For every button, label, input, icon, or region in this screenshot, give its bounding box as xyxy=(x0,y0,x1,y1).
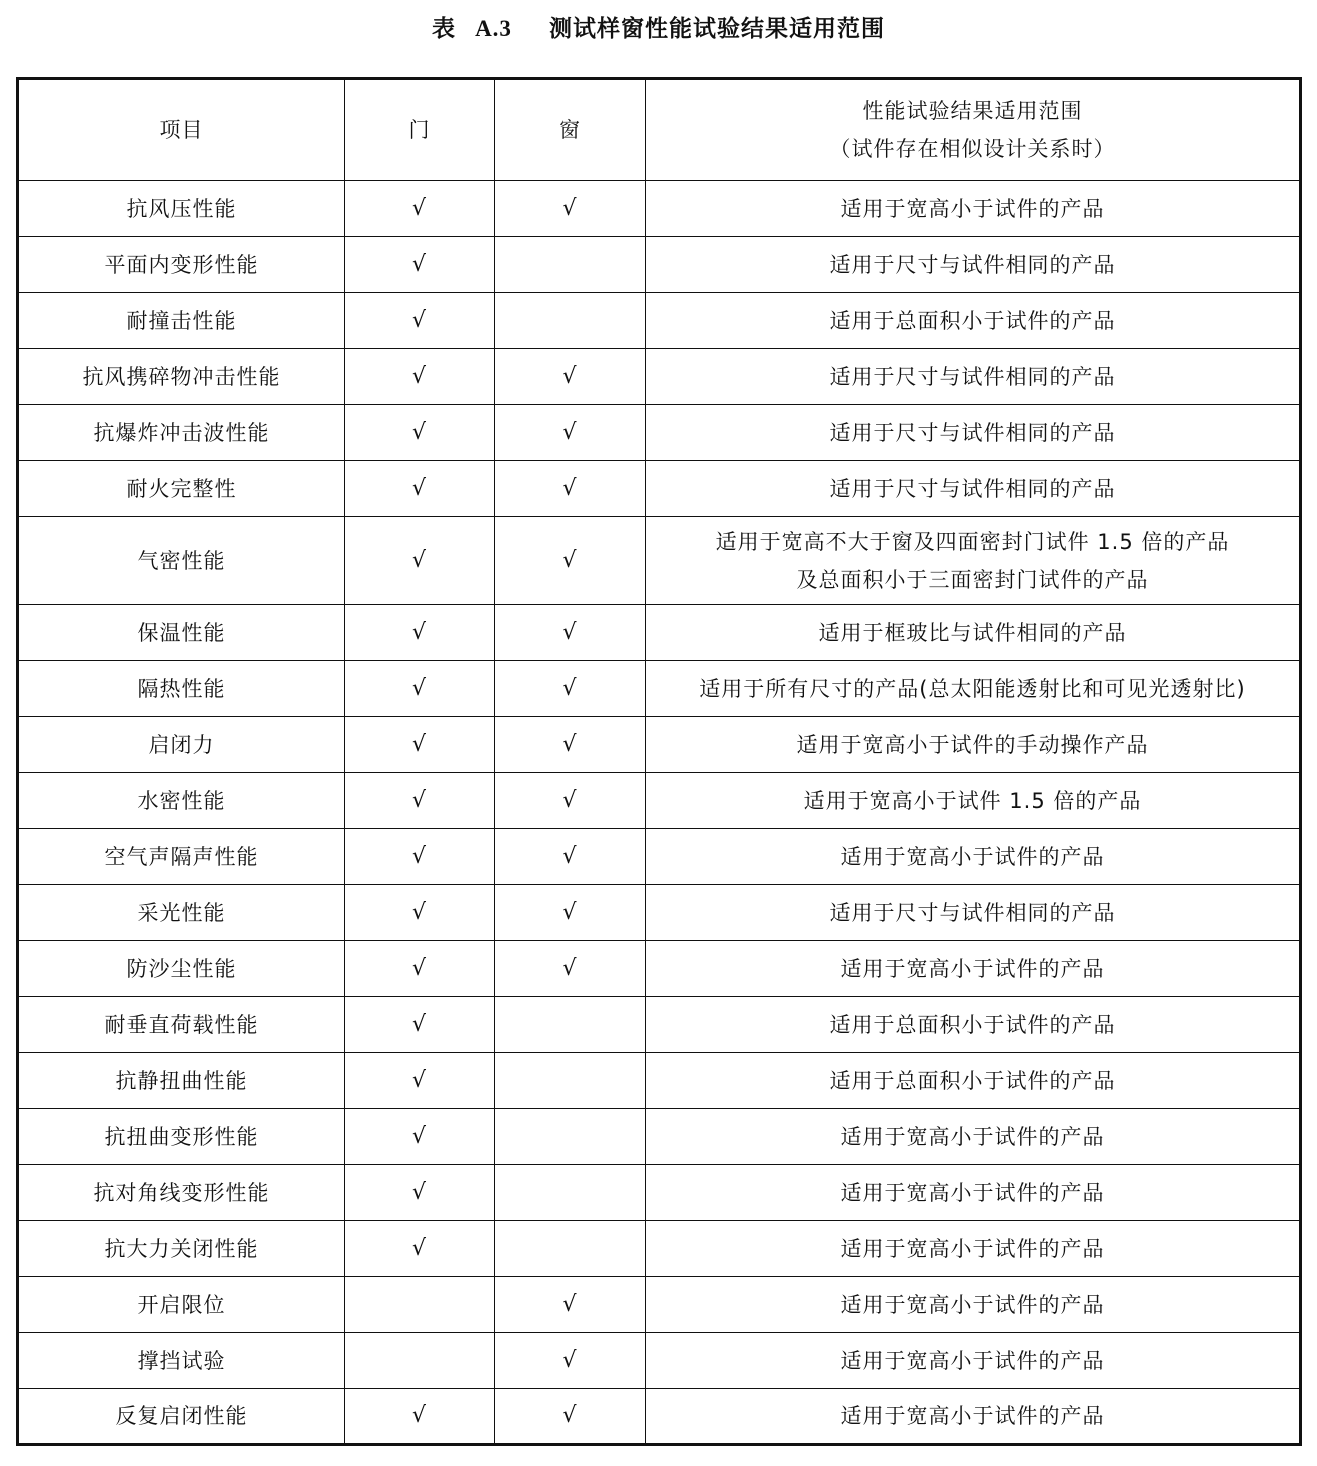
cell-item: 撑挡试验 xyxy=(18,1333,345,1389)
cell-door-check: √ xyxy=(345,773,495,829)
cell-item: 空气声隔声性能 xyxy=(18,829,345,885)
table-row xyxy=(18,885,1301,941)
cell-window-check: √ xyxy=(495,885,646,941)
cell-scope xyxy=(646,181,1301,237)
cell-door-check: √ xyxy=(345,405,495,461)
table-row xyxy=(18,181,1301,237)
scope-line: 适用于框玻比与试件相同的产品 xyxy=(818,620,1127,645)
cell-door-check: √ xyxy=(345,1389,495,1445)
table-row xyxy=(18,237,1301,293)
cell-item: 防沙尘性能 xyxy=(18,941,345,997)
scope-line: 适用于总面积小于试件的产品 xyxy=(829,1068,1116,1093)
results-scope-table xyxy=(16,77,1302,1446)
cell-item: 隔热性能 xyxy=(18,661,345,717)
cell-scope xyxy=(646,1165,1301,1221)
table-row xyxy=(18,405,1301,461)
scope-line: 适用于宽高小于试件的手动操作产品 xyxy=(796,732,1149,757)
cell-scope xyxy=(646,349,1301,405)
cell-door-check: √ xyxy=(345,1165,495,1221)
table-row xyxy=(18,1389,1301,1445)
cell-scope xyxy=(646,1109,1301,1165)
caption-number: A.3 xyxy=(475,16,512,41)
scope-line: 适用于所有尺寸的产品(总太阳能透射比和可见光透射比) xyxy=(699,676,1246,701)
cell-item: 抗静扭曲性能 xyxy=(18,1053,345,1109)
cell-scope xyxy=(646,1053,1301,1109)
cell-scope xyxy=(646,293,1301,349)
cell-scope xyxy=(646,237,1301,293)
cell-window-check: √ xyxy=(495,349,646,405)
cell-scope xyxy=(646,997,1301,1053)
header-door: 门 xyxy=(345,79,495,181)
table-row xyxy=(18,1109,1301,1165)
cell-window-check: √ xyxy=(495,517,646,605)
scope-line: 适用于宽高小于试件的产品 xyxy=(840,956,1105,981)
cell-door-check: √ xyxy=(345,1053,495,1109)
table-row xyxy=(18,1053,1301,1109)
caption-text: 测试样窗性能试验结果适用范围 xyxy=(548,16,885,42)
cell-item: 开启限位 xyxy=(18,1277,345,1333)
header-scope xyxy=(646,79,1301,181)
header-row xyxy=(18,79,1301,181)
cell-item: 抗爆炸冲击波性能 xyxy=(18,405,345,461)
cell-scope xyxy=(646,941,1301,997)
table-row xyxy=(18,605,1301,661)
cell-door-check: √ xyxy=(345,997,495,1053)
cell-door-check: √ xyxy=(345,181,495,237)
cell-door-check: √ xyxy=(345,661,495,717)
cell-scope xyxy=(646,829,1301,885)
table-row xyxy=(18,1277,1301,1333)
cell-window-check: √ xyxy=(495,773,646,829)
table-row xyxy=(18,1165,1301,1221)
scope-line: 适用于宽高小于试件的产品 xyxy=(840,1236,1105,1261)
scope-line: 适用于宽高小于试件的产品 xyxy=(840,1180,1105,1205)
header-scope-line1: 性能试验结果适用范围 xyxy=(862,99,1083,123)
caption-prefix: 表 xyxy=(432,16,457,42)
table-row xyxy=(18,773,1301,829)
cell-window-check: √ xyxy=(495,181,646,237)
cell-door-check xyxy=(345,1277,495,1333)
cell-item: 平面内变形性能 xyxy=(18,237,345,293)
table-row xyxy=(18,717,1301,773)
cell-scope xyxy=(646,661,1301,717)
cell-window-check: √ xyxy=(495,605,646,661)
cell-item: 耐火完整性 xyxy=(18,461,345,517)
table-row xyxy=(18,517,1301,605)
cell-door-check: √ xyxy=(345,605,495,661)
scope-line: 适用于宽高小于试件的产品 xyxy=(840,1292,1105,1317)
cell-scope xyxy=(646,885,1301,941)
cell-scope xyxy=(646,1333,1301,1389)
cell-scope xyxy=(646,405,1301,461)
table-row xyxy=(18,461,1301,517)
cell-window-check: √ xyxy=(495,661,646,717)
cell-item: 抗大力关闭性能 xyxy=(18,1221,345,1277)
scope-line: 适用于尺寸与试件相同的产品 xyxy=(829,364,1116,389)
cell-scope xyxy=(646,717,1301,773)
cell-item: 启闭力 xyxy=(18,717,345,773)
scope-line: 适用于尺寸与试件相同的产品 xyxy=(829,476,1116,501)
table-header xyxy=(18,79,1301,181)
cell-door-check: √ xyxy=(345,717,495,773)
table-row xyxy=(18,349,1301,405)
cell-scope xyxy=(646,605,1301,661)
cell-item: 抗风携碎物冲击性能 xyxy=(18,349,345,405)
cell-item: 耐撞击性能 xyxy=(18,293,345,349)
cell-door-check: √ xyxy=(345,237,495,293)
header-window: 窗 xyxy=(495,79,646,181)
table-row xyxy=(18,829,1301,885)
scope-line: 适用于宽高小于试件的产品 xyxy=(840,1124,1105,1149)
cell-scope xyxy=(646,1277,1301,1333)
header-scope-line2: （试件存在相似设计关系时） xyxy=(829,137,1116,161)
table-row xyxy=(18,1221,1301,1277)
cell-item: 气密性能 xyxy=(18,517,345,605)
cell-window-check: √ xyxy=(495,461,646,517)
table-row xyxy=(18,293,1301,349)
scope-line: 适用于宽高小于试件的产品 xyxy=(840,1404,1105,1428)
cell-door-check: √ xyxy=(345,293,495,349)
cell-window-check: √ xyxy=(495,717,646,773)
cell-window-check: √ xyxy=(495,1333,646,1389)
cell-door-check: √ xyxy=(345,517,495,605)
cell-window-check xyxy=(495,997,646,1053)
scope-line: 适用于宽高不大于窗及四面密封门试件 1.5 倍的产品 xyxy=(715,529,1230,554)
table-row xyxy=(18,661,1301,717)
table-row xyxy=(18,997,1301,1053)
cell-item: 水密性能 xyxy=(18,773,345,829)
cell-door-check: √ xyxy=(345,461,495,517)
scope-line: 适用于宽高小于试件的产品 xyxy=(840,1348,1105,1373)
scope-line: 适用于宽高小于试件的产品 xyxy=(840,196,1105,221)
cell-item: 抗对角线变形性能 xyxy=(18,1165,345,1221)
scope-line: 适用于宽高小于试件的产品 xyxy=(840,844,1105,869)
scope-line: 及总面积小于三面密封门试件的产品 xyxy=(796,567,1149,592)
cell-door-check xyxy=(345,1333,495,1389)
cell-door-check: √ xyxy=(345,1221,495,1277)
scope-line: 适用于总面积小于试件的产品 xyxy=(829,1012,1116,1037)
table-row xyxy=(18,1333,1301,1389)
cell-item: 反复启闭性能 xyxy=(18,1389,345,1445)
cell-item: 采光性能 xyxy=(18,885,345,941)
cell-window-check xyxy=(495,1109,646,1165)
cell-scope xyxy=(646,773,1301,829)
scope-line: 适用于尺寸与试件相同的产品 xyxy=(829,900,1116,925)
cell-window-check: √ xyxy=(495,1277,646,1333)
cell-window-check xyxy=(495,1053,646,1109)
scope-line: 适用于尺寸与试件相同的产品 xyxy=(829,252,1116,277)
cell-scope xyxy=(646,1389,1301,1445)
cell-item: 抗风压性能 xyxy=(18,181,345,237)
cell-window-check xyxy=(495,1165,646,1221)
cell-item: 耐垂直荷载性能 xyxy=(18,997,345,1053)
cell-door-check: √ xyxy=(345,941,495,997)
cell-scope xyxy=(646,461,1301,517)
cell-window-check: √ xyxy=(495,829,646,885)
cell-scope xyxy=(646,517,1301,605)
cell-door-check: √ xyxy=(345,885,495,941)
cell-window-check: √ xyxy=(495,941,646,997)
table-caption xyxy=(0,10,1317,43)
scope-line: 适用于总面积小于试件的产品 xyxy=(829,308,1116,333)
cell-item: 保温性能 xyxy=(18,605,345,661)
cell-door-check: √ xyxy=(345,349,495,405)
table-body xyxy=(18,181,1301,1445)
table-row xyxy=(18,941,1301,997)
scope-line: 适用于尺寸与试件相同的产品 xyxy=(829,420,1116,445)
cell-window-check xyxy=(495,1221,646,1277)
cell-window-check xyxy=(495,293,646,349)
cell-window-check: √ xyxy=(495,405,646,461)
cell-scope xyxy=(646,1221,1301,1277)
cell-window-check xyxy=(495,237,646,293)
scope-line: 适用于宽高小于试件 1.5 倍的产品 xyxy=(803,788,1142,813)
cell-door-check: √ xyxy=(345,1109,495,1165)
cell-item: 抗扭曲变形性能 xyxy=(18,1109,345,1165)
cell-window-check: √ xyxy=(495,1389,646,1445)
header-item: 项目 xyxy=(18,79,345,181)
cell-door-check: √ xyxy=(345,829,495,885)
